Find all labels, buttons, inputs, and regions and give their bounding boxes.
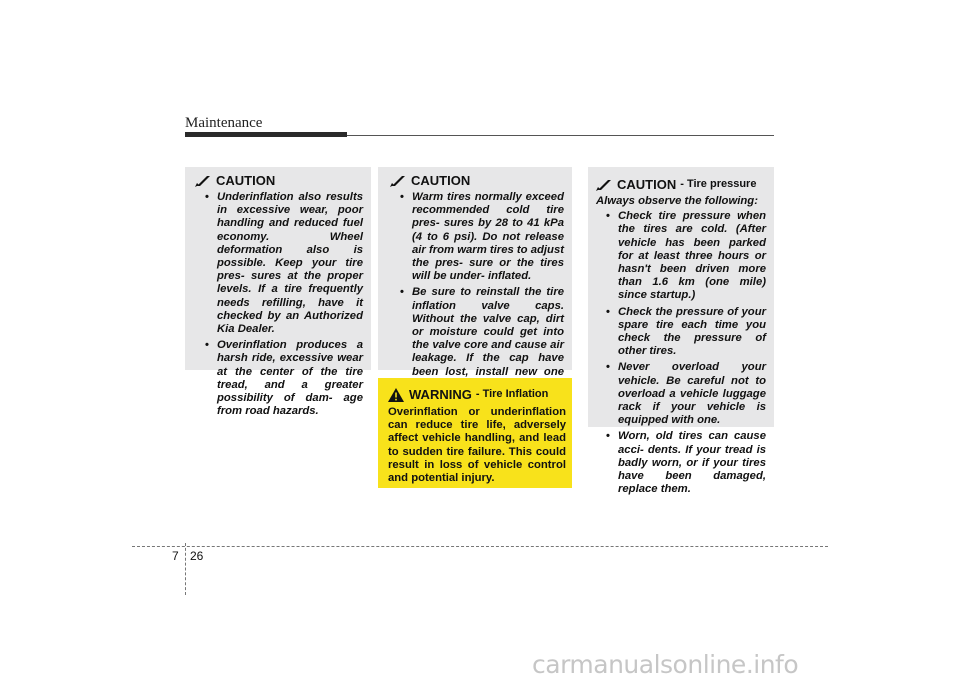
caution-box-underinflation [185,167,371,418]
list-item: • Worn, old tires can cause acci- dents. If your tread is badly worn, or if your tires have been damaged, replace them. [606,430,766,496]
caution-heading: CAUTION [195,173,363,189]
caution-heading: CAUTION [390,173,564,189]
chapter-number: 7 [172,549,179,563]
header-rule-thin [347,135,774,136]
list-item: • Be sure to reinstall the tire inflation valve caps. Without the valve cap, dirt or moisture could get into the valve core and cause air leakage. If the cap have been lost, install new one [400,286,564,378]
page-header-title: Maintenance [185,115,263,131]
footer-divider [132,546,828,547]
warning-triangle-icon [388,388,404,402]
list-item: • Warm tires normally exceed recommended cold tire pres- sures by 28 to 41 kPa (4 to 6 psi). Do not release air from warm tires to adjust the pres- sure or the tires will be under- inflated. [400,191,564,283]
list-item: • Overinflation produces a harsh ride, excessive wear at the center of the tire tread, and a greater possibility of dam- age from road hazards. [205,339,363,418]
caution-box-tire-pressure [588,167,774,496]
warning-box-tire-inflation [378,378,572,488]
header-rule-thick [185,132,347,137]
pencil-icon [195,175,211,187]
warning-heading: WARNING - Tire Inflation [388,388,566,402]
list-item: • Never overload your vehicle. Be careful not to overload a vehicle luggage rack if your vehicle is equipped with one. [606,361,766,427]
warning-body: Overinflation or underinflation can reduce tire life, adversely affect vehicle handling, and lead to sudden tire failure. This could result in loss of vehicle control and potential injury. [388,406,566,485]
pencil-icon [596,179,612,191]
list-item: • Check tire pressure when the tires are cold. (After vehicle has been parked for at least three hours or hasn't been driven more than 1.6 km (one mile) since startup.) [606,210,766,302]
list-item: • Underinflation also results in excessive wear, poor handling and reduced fuel economy. Wheel deformation also is possible. Keep your tire pres- sures at the proper levels. If a tire frequently needs refilling, have it checked by an Authorized Kia Dealer. [205,191,363,336]
list-item: • Check the pressure of your spare tire each time you check the pressure of other tires. [606,305,766,358]
pencil-icon [390,175,406,187]
watermark: carmanualsonline.info [532,650,799,679]
caution-box-warm-tires [378,167,572,378]
caution-intro: Always observe the following: [596,195,758,207]
caution-heading: CAUTION - Tire pressure [596,177,766,193]
page-number: 26 [190,549,204,563]
footer-vertical-divider [185,543,186,595]
